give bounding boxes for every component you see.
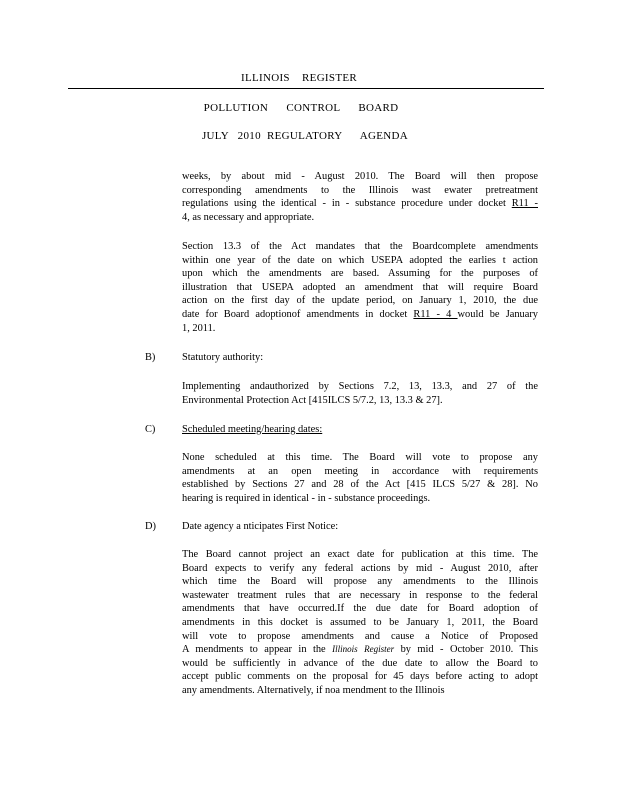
section-label-c: C) [145, 424, 156, 435]
journal-title: Illinois [332, 644, 358, 655]
text-line: 1, 2011. [182, 322, 216, 334]
section-label-d: D) [145, 521, 156, 532]
text-line: accept public comments on the proposal for 45 days before acting to adopt [182, 671, 538, 683]
text-line: 4, as necessary and appropriate. [182, 211, 315, 223]
paragraph-first-notice [182, 548, 538, 698]
text-line: any amendments. Alternatively, if noa mendment to the Illinois [182, 684, 445, 696]
text-line: Board expects to verify any federal actions by mid - August 2010, after [182, 562, 538, 574]
text-line: would be sufficiently in advance of the due date to allow the Board to [182, 657, 538, 669]
register-title: ILLINOIS REGISTER [241, 72, 357, 84]
text-span: regulations using the identical - in - substance procedure under docket [182, 198, 512, 210]
text-line: Statutory authority: [182, 352, 264, 363]
section-heading-d [182, 520, 538, 534]
text-line: Implementing andauthorized by Sections 7.2, 13, 13.3, and 27 of the [182, 381, 538, 392]
text-line: will vote to propose amendments and cause a Notice of Proposed [182, 630, 538, 642]
board-title: POLLUTION CONTROL BOARD [203, 102, 399, 114]
paragraph-section-13-3 [182, 240, 538, 335]
text-line: amendments at an open meeting in accordance with requirements [182, 465, 538, 477]
text-span: A mendments to appear in the [182, 644, 333, 656]
text-line: illustration that USEPA adopted an amendment that will require Board [182, 281, 538, 293]
text-line: wastewater treatment rules that are necessary in response to the federal [182, 589, 538, 601]
text-line: corresponding amendments to the Illinois wast ewater pretreatment [182, 184, 538, 196]
section-label-b: B) [145, 352, 156, 363]
text-line: which time the Board will propose any amendments to the Illinois [182, 576, 538, 588]
text-span: would be January [457, 308, 539, 320]
text-line: The Board cannot project an exact date for publication at this time. The [182, 549, 538, 560]
text-line: upon which the amendments are based. Assuming for the purposes of [182, 268, 538, 280]
agenda-title: JULY 2010 REGULATORY AGENDA [201, 130, 409, 142]
text-line: weeks, by about mid - August 2010. The Board will then propose [182, 171, 538, 182]
section-heading-c [182, 423, 538, 437]
text-span: by mid - October 2010. This [394, 644, 538, 656]
text-line: action on the first day of the update period, on January 1, 2010, the due [182, 295, 538, 307]
text-line: amendments in this docket is assumed to be January 1, 2011, the Board [182, 616, 538, 628]
text-line [182, 643, 538, 657]
text-line: Section 13.3 of the Act mandates that the Boardcomplete amendments [182, 241, 538, 252]
text-line: Environmental Protection Act [415ILCS 5/7.2, 13, 13.3 & 27]. [182, 394, 443, 406]
text-line: amendments that have occurred.If the due date for Board adoption of [182, 603, 538, 615]
text-span: date for Board adoptionof amendments in docket [182, 308, 414, 320]
journal-title: Register [364, 644, 395, 655]
docket-link: R11 - [511, 198, 538, 210]
section-heading-b [182, 351, 538, 365]
text-line: Scheduled meeting/hearing dates: [182, 424, 323, 435]
text-line: None scheduled at this time. The Board will vote to propose any [182, 452, 538, 463]
header-rule [68, 88, 544, 89]
docket-link: R11 - 4 [413, 308, 458, 320]
text-line [182, 197, 538, 211]
paragraph-weeks [182, 170, 538, 224]
paragraph-statutory [182, 380, 538, 407]
paragraph-hearing [182, 451, 538, 505]
text-line: hearing is required in identical - in - substance proceedings. [182, 492, 431, 504]
text-line: within one year of the date on which USEPA adopted the earlies t action [182, 254, 538, 266]
text-line [182, 308, 538, 322]
text-line: established by Sections 27 and 28 of the Act [415 ILCS 5/27 & 28]. No [182, 479, 538, 491]
text-line: Date agency a nticipates First Notice: [182, 521, 339, 532]
